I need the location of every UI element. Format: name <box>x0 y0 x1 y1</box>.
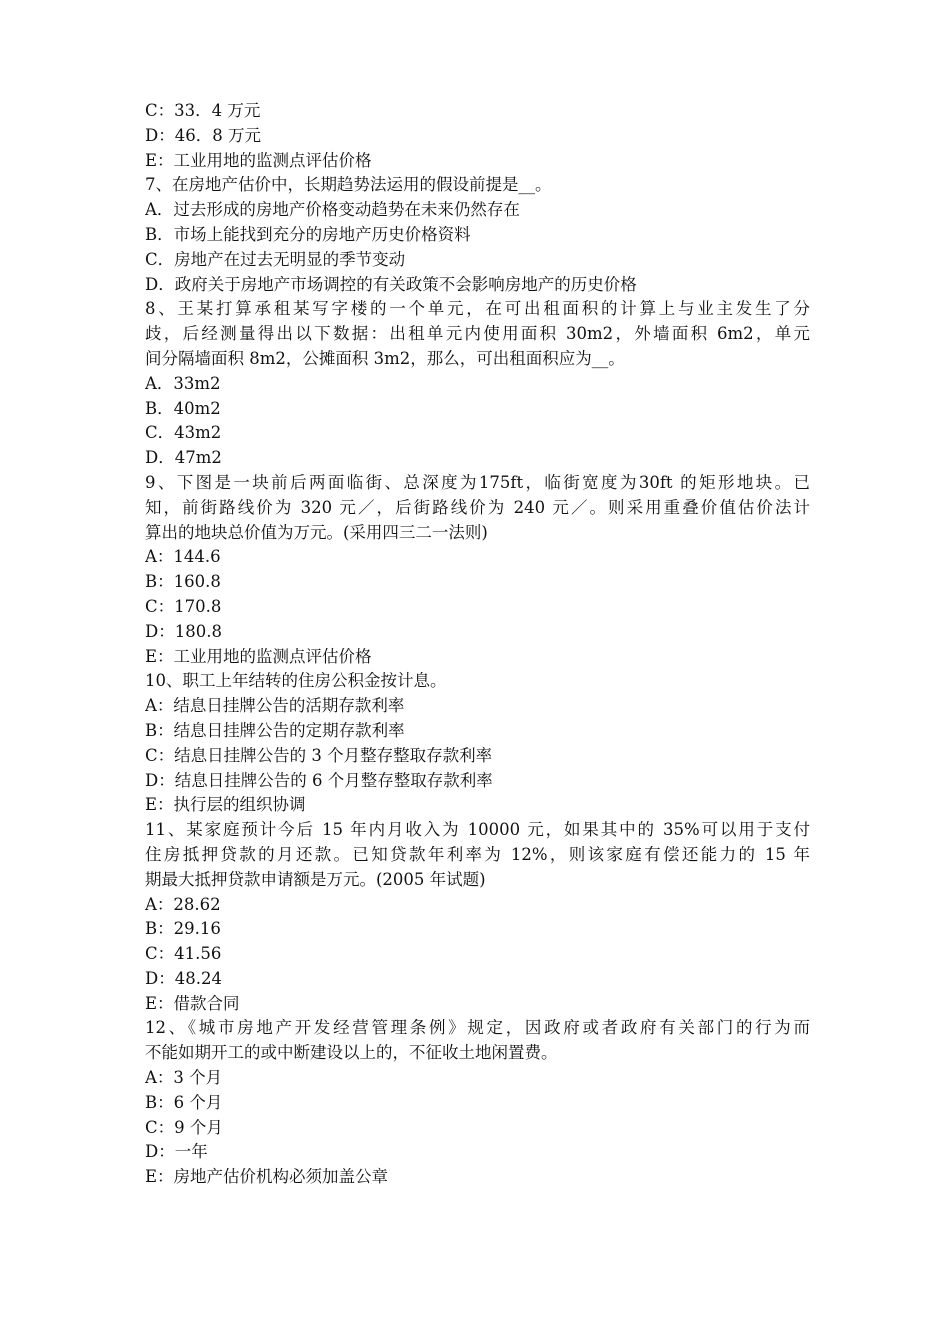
question-text-line: 算出的地块总价值为万元。(采用四三二一法则) <box>145 522 488 542</box>
question-text-line: 9、下图是一块前后两面临街、总深度为175ft，临街宽度为30ft 的矩形地块。已 <box>145 472 810 492</box>
question-text-line: 8、王某打算承租某写字楼的一个单元，在可出租面积的计算上与业主发生了分 <box>145 299 810 319</box>
answer-option: C：41.56 <box>145 944 222 964</box>
question-block <box>145 818 810 892</box>
answer-option: D．47m2 <box>145 448 222 468</box>
question-text-line: 间分隔墙面积 8m2，公摊面积 3m2，那么，可出租面积应为__。 <box>145 348 625 368</box>
answer-option: B：29.16 <box>145 919 221 939</box>
answer-option: C．房地产在过去无明显的季节变动 <box>145 249 406 269</box>
question-text-line: 歧，后经测量得出以下数据：出租单元内使用面积 30m2，外墙面积 6m2，单元 <box>145 324 810 344</box>
answer-option: C．43m2 <box>145 423 222 443</box>
answer-option: A：28.62 <box>145 894 221 914</box>
answer-option: D：48.24 <box>145 968 222 988</box>
answer-option: A：144.6 <box>145 547 221 567</box>
answer-option: D：结息日挂牌公告的 6 个月整存整取存款利率 <box>145 770 493 790</box>
answer-option: A．33m2 <box>145 373 221 393</box>
answer-option: B．40m2 <box>145 398 221 418</box>
question-text-line: 不能如期开工的或中断建设以上的，不征收土地闲置费。 <box>145 1043 558 1063</box>
answer-option: D．政府关于房地产市场调控的有关政策不会影响房地产的历史价格 <box>145 274 637 294</box>
answer-option: C：结息日挂牌公告的 3 个月整存整取存款利率 <box>145 745 493 765</box>
answer-option: E：执行层的组织协调 <box>145 795 306 815</box>
answer-option: D：46．8 万元 <box>145 125 261 145</box>
question-text-line: 10、职工上年结转的住房公积金按计息。 <box>145 671 447 691</box>
question-text-line: 期最大抵押贷款申请额是万元。(2005 年试题) <box>145 869 486 889</box>
answer-option: A．过去形成的房地产价格变动趋势在未来仍然存在 <box>145 200 520 220</box>
answer-option: A：3 个月 <box>145 1068 223 1088</box>
answer-option: A：结息日挂牌公告的活期存款利率 <box>145 696 405 716</box>
question-text-line: 知，前街路线价为 320 元／，后街路线价为 240 元／。则采用重叠价值估价法计 <box>145 497 810 517</box>
answer-option: E：房地产估价机构必须加盖公章 <box>145 1167 389 1187</box>
question-block <box>145 1016 810 1066</box>
question-text-line: 住房抵押贷款的月还款。已知贷款年利率为 12%，则该家庭有偿还能力的 15 年 <box>145 844 810 864</box>
question-block <box>145 173 810 198</box>
answer-option: C：170.8 <box>145 596 222 616</box>
answer-option: B：6 个月 <box>145 1092 223 1112</box>
question-block <box>145 297 810 371</box>
answer-option: D：一年 <box>145 1142 208 1162</box>
answer-option: B．市场上能找到充分的房地产历史价格资料 <box>145 224 471 244</box>
answer-option: E：工业用地的监测点评估价格 <box>145 646 372 666</box>
answer-option: D：180.8 <box>145 621 222 641</box>
question-block <box>145 669 810 694</box>
answer-option: C：33．4 万元 <box>145 101 261 120</box>
answer-option: E：借款合同 <box>145 993 240 1013</box>
question-text-line: 7、在房地产估价中，长期趋势法运用的假设前提是__。 <box>145 175 552 195</box>
answer-option: C：9 个月 <box>145 1117 223 1137</box>
answer-option: E：工业用地的监测点评估价格 <box>145 150 372 170</box>
answer-option: B：160.8 <box>145 572 221 592</box>
document-page <box>145 99 810 1190</box>
question-text-line: 12、《城市房地产开发经营管理条例》规定，因政府或者政府有关部门的行为而 <box>145 1018 810 1038</box>
answer-option: B：结息日挂牌公告的定期存款利率 <box>145 720 405 740</box>
question-block <box>145 471 810 545</box>
question-text-line: 11、某家庭预计今后 15 年内月收入为 10000 元，如果其中的 35%可以用于支付 <box>145 820 810 840</box>
